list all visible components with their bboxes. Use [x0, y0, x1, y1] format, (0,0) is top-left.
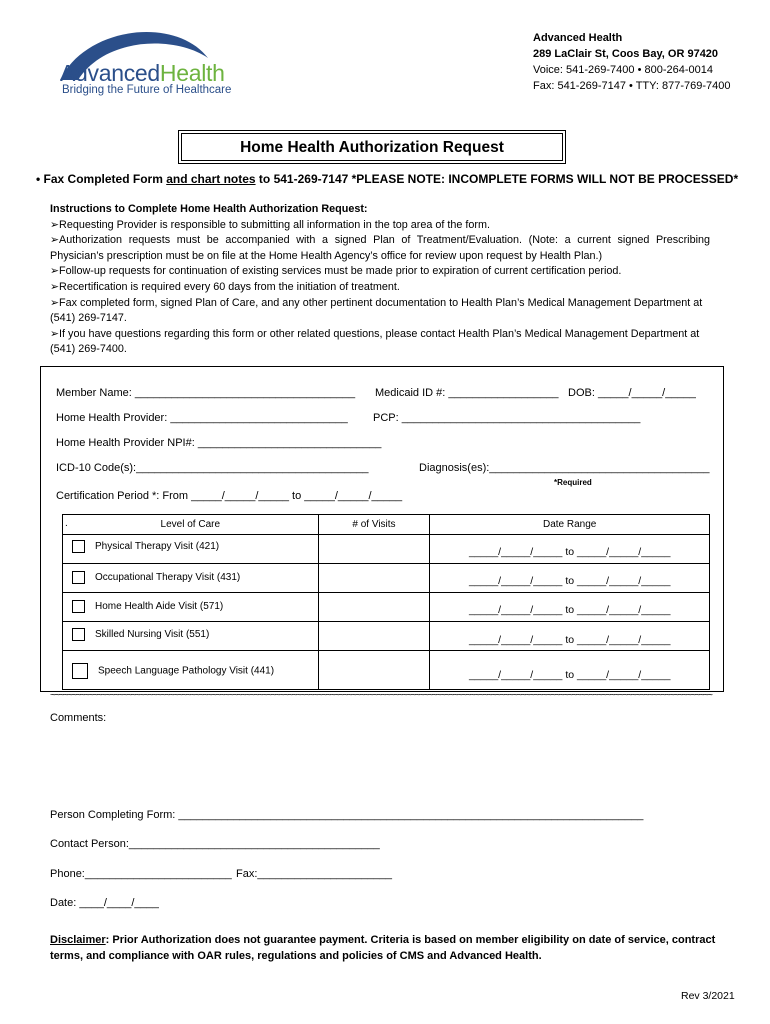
org-voice: Voice: 541-269-7400 • 800-264-0014	[533, 64, 713, 76]
separator-line: ~~~~~~~~~~~~~~~~~~~~~~~~~~~~~~~~~~~~~~~~~~~~~~~~~~~~~~~~~~~~~~~~~~~~~~~~~~~~~~~~~~~~~~~~~~~~~~~~~~~~~~~~~~~~~~~~~~~~~~~~~~~~~~~~~~~~~~~~~~~~~~~~~~~~~~~~~~~~	[50, 690, 712, 701]
visits-cell[interactable]	[318, 535, 430, 564]
contact-person-field[interactable]: Contact Person:_________________________________________	[50, 838, 380, 850]
level-of-care-table	[62, 514, 710, 690]
visits-cell[interactable]	[318, 622, 430, 651]
address-block	[533, 30, 731, 94]
phone-field[interactable]: Phone:________________________	[50, 868, 232, 880]
visits-cell[interactable]	[318, 651, 430, 690]
org-fax: Fax: 541-269-7147 • TTY: 877-769-7400	[533, 80, 731, 92]
org-name: Advanced Health	[533, 32, 623, 44]
date-range-cell[interactable]: _____/_____/_____ to _____/_____/_____	[430, 564, 710, 593]
date-range-header: Date Range	[430, 515, 710, 535]
care-label: Physical Therapy Visit (421)	[95, 541, 220, 553]
table-row	[63, 651, 710, 690]
provider-field[interactable]: Home Health Provider: _____________________________	[56, 412, 348, 424]
date-range-cell[interactable]: _____/_____/_____ to _____/_____/_____	[430, 535, 710, 564]
disclaimer-label: Disclaimer	[50, 934, 106, 946]
date-range-cell[interactable]: _____/_____/_____ to _____/_____/_____	[430, 651, 710, 690]
care-label: Skilled Nursing Visit (551)	[95, 629, 210, 641]
instruction-item: ➢Follow-up requests for continuation of existing services must be made prior to expiration of current certification period.	[50, 265, 622, 278]
visits-header: # of Visits	[318, 515, 430, 535]
table-row	[63, 593, 710, 622]
date-range-cell[interactable]: _____/_____/_____ to _____/_____/_____	[430, 593, 710, 622]
care-label: Speech Language Pathology Visit (441)	[98, 665, 275, 677]
table-row	[63, 622, 710, 651]
care-label: Occupational Therapy Visit (431)	[95, 572, 241, 584]
date-field[interactable]: Date: ____/____/____	[50, 897, 159, 909]
dob-field[interactable]: DOB: _____/_____/_____	[568, 387, 696, 399]
medicaid-id-field[interactable]: Medicaid ID #: __________________	[375, 387, 559, 399]
disclaimer	[50, 932, 730, 964]
home-health-aide-checkbox[interactable]	[72, 600, 85, 613]
certification-period-field[interactable]: Certification Period *: From _____/_____/_____ to _____/_____/_____	[56, 490, 403, 502]
skilled-nursing-checkbox[interactable]	[72, 628, 85, 641]
revision-label: Rev 3/2021	[681, 990, 735, 1002]
fax-notice: • Fax Completed Form and chart notes to 541-269-7147 *PLEASE NOTE: INCOMPLETE FORMS WILL NOT BE PROCESSED*	[36, 172, 739, 186]
date-range-cell[interactable]: _____/_____/_____ to _____/_____/_____	[430, 622, 710, 651]
instructions-heading: Instructions to Complete Home Health Authorization Request:	[50, 203, 368, 215]
logo-wordmark: AdvancedHealth	[60, 60, 225, 86]
fax-field[interactable]: Fax:______________________	[236, 868, 392, 880]
physical-therapy-checkbox[interactable]	[72, 540, 85, 553]
instruction-item: ➢If you have questions regarding this form or other related questions, please contact Health Plan’s Medical Management Department at (541) 269-7400.	[50, 327, 700, 356]
visits-cell[interactable]	[318, 593, 430, 622]
title-box	[178, 130, 566, 164]
comments-label: Comments:	[50, 712, 107, 724]
form-title: Home Health Authorization Request	[181, 133, 563, 161]
logo-tagline: Bridging the Future of Healthcare	[62, 84, 232, 96]
instruction-item: ➢Requesting Provider is responsible to submitting all information in the top area of the form.	[50, 218, 490, 231]
npi-field[interactable]: Home Health Provider NPI#: ______________________________	[56, 437, 382, 449]
instruction-item: ➢Fax completed form, signed Plan of Care, and any other pertinent documentation to Health Plan’s Medical Management Department at (541) 269-7147.	[50, 296, 703, 325]
icd10-field[interactable]: ICD-10 Code(s):______________________________________	[56, 462, 369, 474]
table-row	[63, 535, 710, 564]
diagnosis-field[interactable]: Diagnosis(es):____________________________________	[419, 462, 710, 474]
required-note: *Required	[554, 478, 592, 487]
member-name-field[interactable]: Member Name: ____________________________________	[56, 387, 356, 399]
disclaimer-text: : Prior Authorization does not guarantee payment. Criteria is based on member eligibility on date of service, contract terms, and compliance with OAR rules, regulations and policies of CMS and Advanced Health.	[50, 934, 716, 962]
level-of-care-header: . Level of Care	[63, 515, 319, 535]
pcp-field[interactable]: PCP: _______________________________________	[373, 412, 641, 424]
table-header-row	[63, 515, 710, 535]
org-street: 289 LaClair St, Coos Bay, OR 97420	[533, 48, 719, 60]
care-label: Home Health Aide Visit (571)	[95, 601, 224, 613]
instructions	[50, 202, 710, 358]
visits-cell[interactable]	[318, 564, 430, 593]
speech-language-pathology-checkbox[interactable]	[72, 663, 88, 679]
instruction-item: ➢Recertification is required every 60 days from the initiation of treatment.	[50, 280, 400, 293]
person-completing-field[interactable]: Person Completing Form: ____________________________________________________________________________	[50, 809, 644, 821]
instruction-item: ➢Authorization requests must be accompanied with a signed Plan of Treatment/Evaluation. (Note: a current signed Prescribing Physician’s prescription must be on file at the Home Health Agency’s office for review upon request by Health Plan.)	[50, 234, 710, 262]
comments-area[interactable]	[50, 728, 720, 798]
occupational-therapy-checkbox[interactable]	[72, 571, 85, 584]
table-row	[63, 564, 710, 593]
